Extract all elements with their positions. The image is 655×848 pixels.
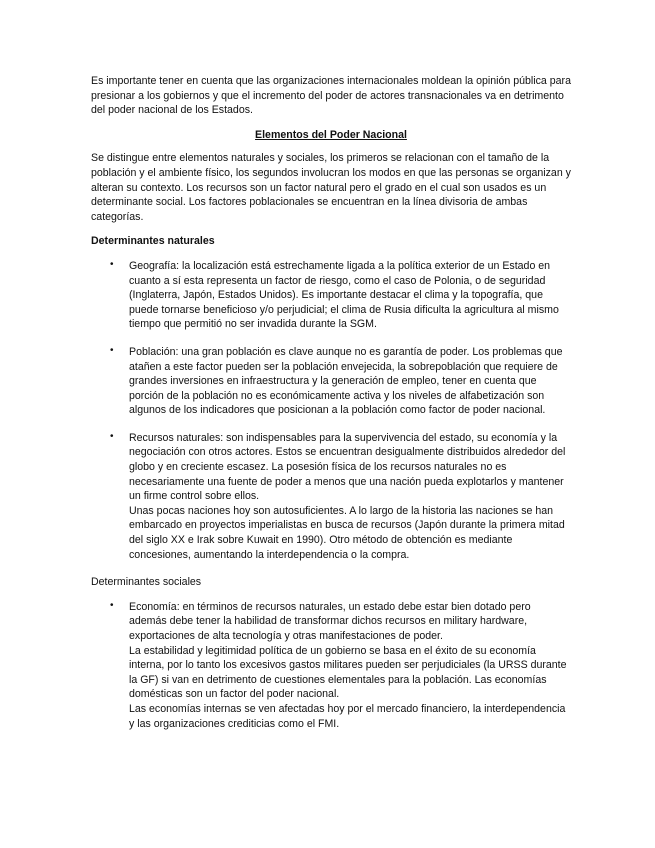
bullet-icon: • [110, 430, 114, 442]
list-item [91, 431, 571, 562]
intro-paragraph: Es importante tener en cuenta que las organizaciones internacionales moldean la opinión pública para presionar a los gobiernos y que el incremento del poder de actores transnacionales va en detrimento del poder nacional de los Estados. [91, 75, 571, 117]
list-item-text: La estabilidad y legitimidad política de un gobierno se basa en el éxito de su economía interna, por lo tanto los excesivos gastos militares pueden ser perjudiciales (la URSS durante la GF) si van en detrimento de cuestiones elementales para la población. Las economías domésticas son un factor del poder nacional. [129, 644, 567, 701]
heading-natural: Determinantes naturales [91, 235, 215, 248]
bullet-icon: • [110, 258, 114, 270]
list-item-text: Geografía: la localización está estrechamente ligada a la política exterior de un Estado en cuanto a sí esta representa un factor de riesgo, como el caso de Polonia, o de seguridad (Inglaterra, Japón, Estados Unidos). Es importante destacar el clima y la topografía, que puede tornarse beneficioso y/o perjudicial; el clima de Rusia dificulta la agricultura al mismo tiempo que permitió no ser invadida durante la SGM. [129, 259, 559, 331]
bullet-icon: • [110, 599, 114, 611]
list-item-text: Economía: en términos de recursos naturales, un estado debe estar bien dotado pero además debe tener la habilidad de transformar dichos recursos en military hardware, exportaciones de alta tecnología y otras manifestaciones de poder. [129, 600, 531, 642]
natural-list [91, 259, 571, 562]
document-page [91, 74, 571, 744]
section-title: Elementos del Poder Nacional [255, 128, 407, 141]
list-item-text: Población: una gran población es clave aunque no es garantía de poder. Los problemas que atañen a este factor pueden ser la población envejecida, la sobrepoblación que requiere de grandes inversiones en infraestructura y la generación de empleo, tener en cuenta que porción de la población no es económicamente activa y los niveles de alfabetización son algunos de los indicadores que posicionan a la población como factor de poder nacional. [129, 345, 563, 417]
list-item [91, 345, 571, 418]
body-paragraph: Se distingue entre elementos naturales y sociales, los primeros se relacionan con el tamaño de la población y el ambiente físico, los segundos involucran los modos en que las personas se organizan y alteran su contexto. Los recursos son un factor natural pero el grado en el cual son usados es un determinante social. Los factores poblacionales se encuentran en la línea divisoria de ambas categorías. [91, 152, 571, 223]
bullet-icon: • [110, 344, 114, 356]
list-item-text: Las economías internas se ven afectadas hoy por el mercado financiero, la interdependencia y las organizaciones crediticias como el FMI. [129, 702, 566, 730]
heading-social: Determinantes sociales [91, 576, 202, 589]
list-item-text: Recursos naturales: son indispensables para la supervivencia del estado, su economía y la negociación con otros actores. Estos se encuentran desigualmente distribuidos alrededor del globo y en creciente escasez. La posesión física de los recursos naturales no es necesariamente una fuente de poder a menos que una nación pueda explotarlos y mantener un firme control sobre ellos. [129, 431, 566, 503]
list-item [91, 259, 571, 332]
list-item-text: Unas pocas naciones hoy son autosuficientes. A lo largo de la historia las naciones se han embarcado en proyectos imperialistas en busca de recursos (Japón durante la primera mitad del siglo XX e Irak sobre Kuwait en 1990). Otro método de obtención es mediante concesiones, aumentando la interdependencia o la compra. [129, 504, 565, 561]
list-item [91, 600, 571, 731]
social-list [91, 600, 571, 731]
